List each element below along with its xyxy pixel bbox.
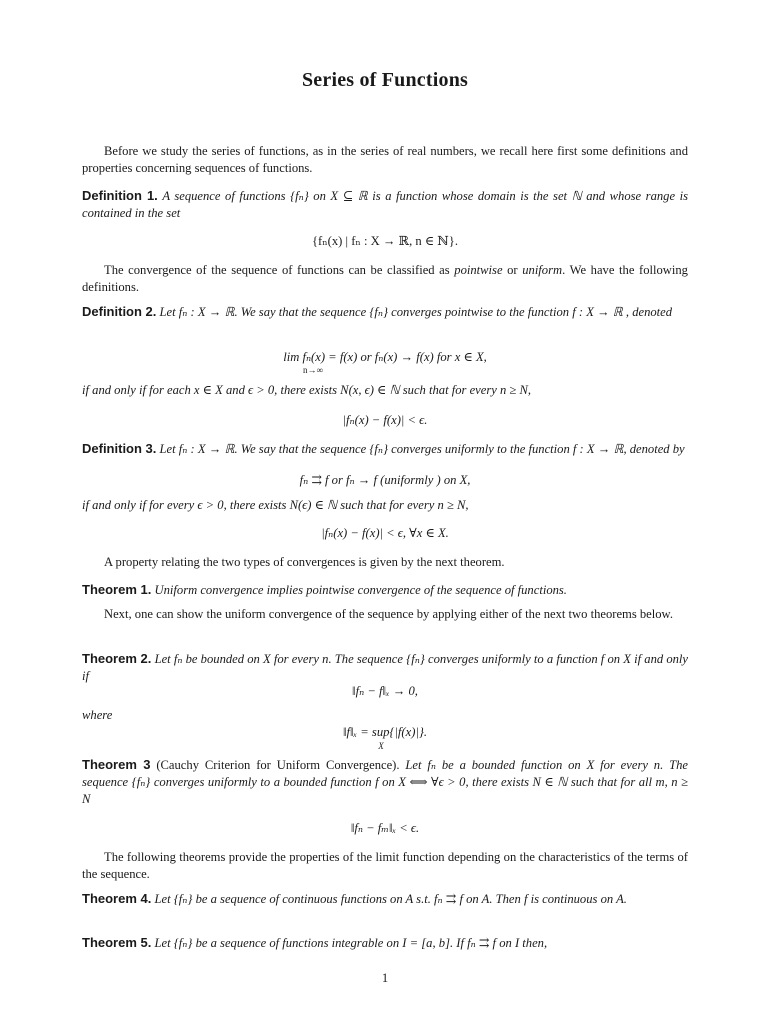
definition-1-label: Definition 1.: [82, 188, 158, 203]
theorem-3-text: Let fₙ be a bounded function on X for every n. The sequence {fₙ} converges uniformly to a bounded function f on X ⟺ ∀ϵ > 0, there exists N ∈ ℕ such that for all m, n ≥ N: [82, 758, 689, 806]
limit-subscript: n→∞: [303, 365, 323, 375]
theorem-4-label: Theorem 4.: [82, 891, 152, 906]
convergence-intro: [82, 262, 688, 296]
definition-3-label: Definition 3.: [82, 441, 157, 456]
convergence-intro-post: . We have the following definitions.: [82, 263, 688, 294]
property-text: A property relating the two types of convergences is given by the next theorem.: [104, 555, 505, 569]
theorem-2-display-2: ‖f‖ₓ = sup{|f(x)|}.: [342, 725, 428, 739]
definition-2-display-2: |fₙ(x) − f(x)| < ϵ.: [342, 413, 428, 427]
page-title: Series of Functions: [301, 69, 469, 91]
following-text: The following theorems provide the properties of the limit function depending on the characteristics of the terms of the sequence.: [82, 850, 688, 881]
uniform-term: uniform: [522, 263, 563, 277]
definition-3-display-2: |fₙ(x) − f(x)| < ϵ, ∀x ∈ X.: [321, 526, 449, 540]
theorem-2-text: Let fₙ be bounded on X for every n. The sequence {fₙ} converges uniformly to a function f on X if and only if: [82, 652, 689, 683]
definition-2-display: lim fₙ(x) = f(x) or fₙ(x) → f(x) for x ∈ X,: [283, 350, 487, 364]
theorem-5-text: Let {fₙ} be a sequence of functions integrable on I = [a, b]. If fₙ ⇉ f on I then,: [154, 936, 548, 950]
theorem-2-label: Theorem 2.: [82, 651, 152, 666]
theorem-4-text: Let {fₙ} be a sequence of continuous functions on A s.t. fₙ ⇉ f on A. Then f is continuous on A.: [154, 892, 627, 906]
intro-paragraph: [82, 143, 688, 177]
theorem-3-display: ‖fₙ − fₘ‖ₓ < ϵ.: [350, 821, 420, 835]
theorem-3-parenthetical: (Cauchy Criterion for Uniform Convergence).: [150, 758, 400, 772]
theorem-2-where: where: [82, 708, 113, 722]
sup-subscript: X: [378, 741, 384, 751]
definition-1-display: {fₙ(x) | fₙ : X → ℝ, n ∈ ℕ}.: [312, 234, 458, 248]
theorem-1: [82, 581, 688, 599]
theorem-5: [82, 934, 688, 952]
intro-text: Before we study the series of functions, as in the series of real numbers, we recall here first some definitions and properties concerning sequences of functions.: [82, 144, 688, 175]
page-number: 1: [381, 971, 389, 985]
definition-2-text: Let fₙ : X → ℝ. We say that the sequence {fₙ} converges pointwise to the function f : X → ℝ , denoted: [159, 305, 673, 319]
theorem-4: [82, 890, 688, 908]
following-paragraph: [82, 849, 688, 883]
property-paragraph: [82, 554, 688, 571]
next-paragraph: [82, 606, 688, 623]
convergence-intro-pre: The convergence of the sequence of functions can be classified as: [104, 263, 455, 277]
definition-2: [82, 303, 688, 321]
definition-2-label: Definition 2.: [82, 304, 157, 319]
definition-2-condition: if and only if for each x ∈ X and ϵ > 0, there exists N(x, ϵ) ∈ ℕ such that for every n ≥ N,: [82, 383, 532, 397]
definition-3: [82, 440, 688, 458]
definition-3-condition: if and only if for every ϵ > 0, there exists N(ϵ) ∈ ℕ such that for every n ≥ N,: [82, 498, 469, 512]
theorem-2: [82, 650, 688, 685]
theorem-1-text: Uniform convergence implies pointwise convergence of the sequence of functions.: [154, 583, 567, 597]
theorem-2-display: ‖fₙ − f‖ₓ → 0,: [352, 684, 418, 698]
theorem-5-label: Theorem 5.: [82, 935, 152, 950]
theorem-3: [82, 756, 688, 808]
definition-1-text: A sequence of functions {fₙ} on X ⊆ ℝ is a function whose domain is the set ℕ and whose range is contained in the set: [82, 189, 688, 220]
pointwise-term: pointwise: [454, 263, 503, 277]
convergence-intro-mid: or: [502, 263, 523, 277]
next-text: Next, one can show the uniform convergence of the sequence by applying either of the next two theorems below.: [104, 607, 673, 621]
theorem-3-label: Theorem 3: [82, 757, 151, 772]
definition-3-text: Let fₙ : X → ℝ. We say that the sequence {fₙ} converges uniformly to the function f : X → ℝ, denoted by: [159, 442, 685, 456]
definition-3-display: fₙ ⇉ f or fₙ → f (uniformly ) on X,: [299, 473, 471, 487]
theorem-1-label: Theorem 1.: [82, 582, 152, 597]
definition-1: [82, 187, 688, 222]
